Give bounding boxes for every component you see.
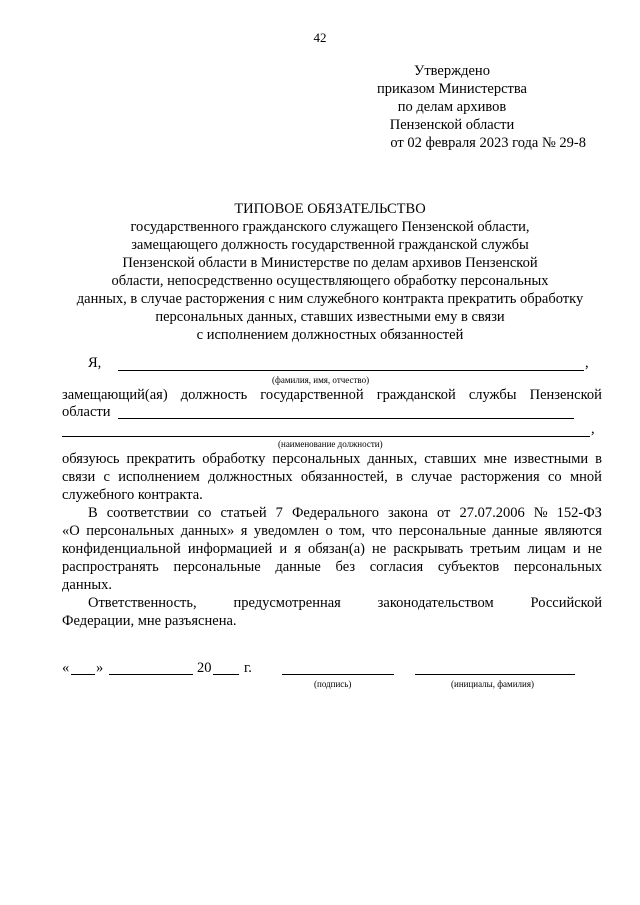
word: предусмотренная [233, 595, 341, 611]
year-blank[interactable] [213, 674, 239, 675]
position-text-line [62, 386, 602, 404]
word: уведомлен [253, 523, 320, 539]
word: я [294, 541, 301, 557]
word: 7 [275, 505, 283, 521]
word: Российской [530, 595, 602, 611]
word: обязан(а) [308, 541, 365, 557]
word: государственной [260, 387, 364, 403]
comma: , [591, 421, 595, 437]
word: обработку [202, 451, 266, 467]
text-line [62, 540, 602, 558]
word: гражданской [376, 387, 456, 403]
title-line: персональных данных, ставших известными ему в связи [155, 309, 505, 325]
word: Федерального [291, 505, 379, 521]
title-heading: ТИПОВОЕ ОБЯЗАТЕЛЬСТВО [234, 201, 426, 217]
text-line: Федерации, мне разъяснена. [62, 613, 237, 629]
word: закона [388, 505, 428, 521]
text-line: данных. [62, 577, 112, 593]
word: «О [62, 523, 80, 539]
oblasti-label: области [62, 404, 111, 420]
name-hint: (инициалы, фамилия) [451, 679, 534, 689]
word: без [335, 559, 356, 575]
word: исполнением [118, 469, 200, 485]
word: лицам [527, 541, 566, 557]
title-line: Пензенской области в Министерстве по делам архивов Пензенской [122, 255, 538, 271]
paragraph-3 [62, 594, 602, 630]
word: субъектов [437, 559, 500, 575]
paragraph-2 [62, 504, 602, 594]
word: обязанностей, [300, 469, 388, 485]
word: мне [483, 451, 507, 467]
approval-line: приказом Министерства [377, 81, 527, 97]
approval-line: Пензенской области [389, 117, 515, 133]
text-line [62, 504, 602, 522]
word: с [103, 469, 110, 485]
word: со [548, 469, 562, 485]
word: № [533, 505, 548, 521]
date-open-quote: « [62, 660, 70, 676]
word: не [372, 541, 387, 557]
signature-blank[interactable] [282, 674, 394, 675]
approval-line: от 02 февраля 2023 года № 29-8 [390, 135, 586, 151]
word: раскрывать [393, 541, 464, 557]
word: данных» [180, 523, 235, 539]
word: расторжения [460, 469, 540, 485]
word: замещающий(ая) [62, 387, 168, 403]
word: что [371, 523, 393, 539]
word: случае [411, 469, 453, 485]
word: службы [468, 387, 517, 403]
word: 152-ФЗ [556, 505, 602, 521]
date-close-quote: » [96, 660, 104, 676]
word: персональные [398, 523, 487, 539]
word: в [595, 451, 602, 467]
fio-blank-line[interactable] [118, 370, 584, 371]
title-line: с исполнением должностных обязанностей [196, 327, 464, 343]
position-hint: (наименование должности) [278, 439, 383, 449]
word: Ответственность, [88, 595, 197, 611]
word: персональных [513, 559, 602, 575]
word: В [88, 505, 98, 521]
word: и [572, 541, 581, 557]
word: прекратить [126, 451, 196, 467]
word: связи [62, 469, 96, 485]
word: являются [544, 523, 602, 539]
day-blank[interactable] [71, 674, 95, 675]
text-line [62, 594, 602, 612]
word: данные [492, 523, 538, 539]
page-number: 42 [313, 30, 327, 45]
word: распространять [62, 559, 159, 575]
title-line: области, непосредственно осуществляющего обработку персональных [111, 273, 549, 289]
word: от [436, 505, 451, 521]
signature-hint: (подпись) [314, 679, 352, 689]
name-blank[interactable] [415, 674, 575, 675]
year-suffix: г. [244, 660, 252, 676]
word: данных, [367, 451, 418, 467]
ya-label: Я, [88, 355, 102, 371]
word: Пензенской [529, 387, 602, 403]
word: я [240, 523, 248, 539]
title-line: государственного гражданского служащего Пензенской области, [130, 219, 530, 235]
word: данные [275, 559, 321, 575]
word: 27.07.2006 [459, 505, 525, 521]
position-paragraph [62, 386, 602, 404]
word: статьей [220, 505, 267, 521]
word: известными [513, 451, 589, 467]
position-blank-line-1[interactable] [118, 418, 574, 419]
word: о [325, 523, 333, 539]
word: законодательством [377, 595, 494, 611]
word: обязуюсь [62, 451, 120, 467]
text-line [62, 450, 602, 468]
text-line [62, 522, 602, 540]
word: должность [180, 387, 248, 403]
word: информацией [187, 541, 273, 557]
year-prefix: 20 [197, 660, 212, 676]
title-line: замещающего должность государственной гражданской службы [131, 237, 529, 253]
word: не [587, 541, 602, 557]
approval-stamp [322, 62, 586, 152]
word: конфиденциальной [62, 541, 181, 557]
comma: , [585, 355, 589, 371]
word: мной [569, 469, 602, 485]
word: том, [339, 523, 366, 539]
word: персональных [86, 523, 175, 539]
month-blank[interactable] [109, 674, 193, 675]
word: должностных [208, 469, 293, 485]
title-line: данных, в случае расторжения с ним служебного контракта прекратить обработку [76, 291, 584, 307]
word: ставших [424, 451, 477, 467]
approval-line: Утверждено [414, 63, 490, 79]
word: персональные [173, 559, 261, 575]
approval-line: по делам архивов [397, 99, 507, 115]
text-line [62, 558, 602, 576]
text-line [62, 468, 602, 486]
position-blank-line-2[interactable] [62, 436, 590, 437]
word: соответствии [106, 505, 189, 521]
word: со [197, 505, 212, 521]
word: персональных [272, 451, 361, 467]
word: и [279, 541, 288, 557]
document-title [0, 200, 640, 344]
word: третьим [470, 541, 521, 557]
word: в [396, 469, 403, 485]
text-line: служебного контракта. [62, 487, 203, 503]
paragraph-1 [62, 450, 602, 504]
fio-hint: (фамилия, имя, отчество) [272, 375, 370, 385]
word: согласия [369, 559, 424, 575]
